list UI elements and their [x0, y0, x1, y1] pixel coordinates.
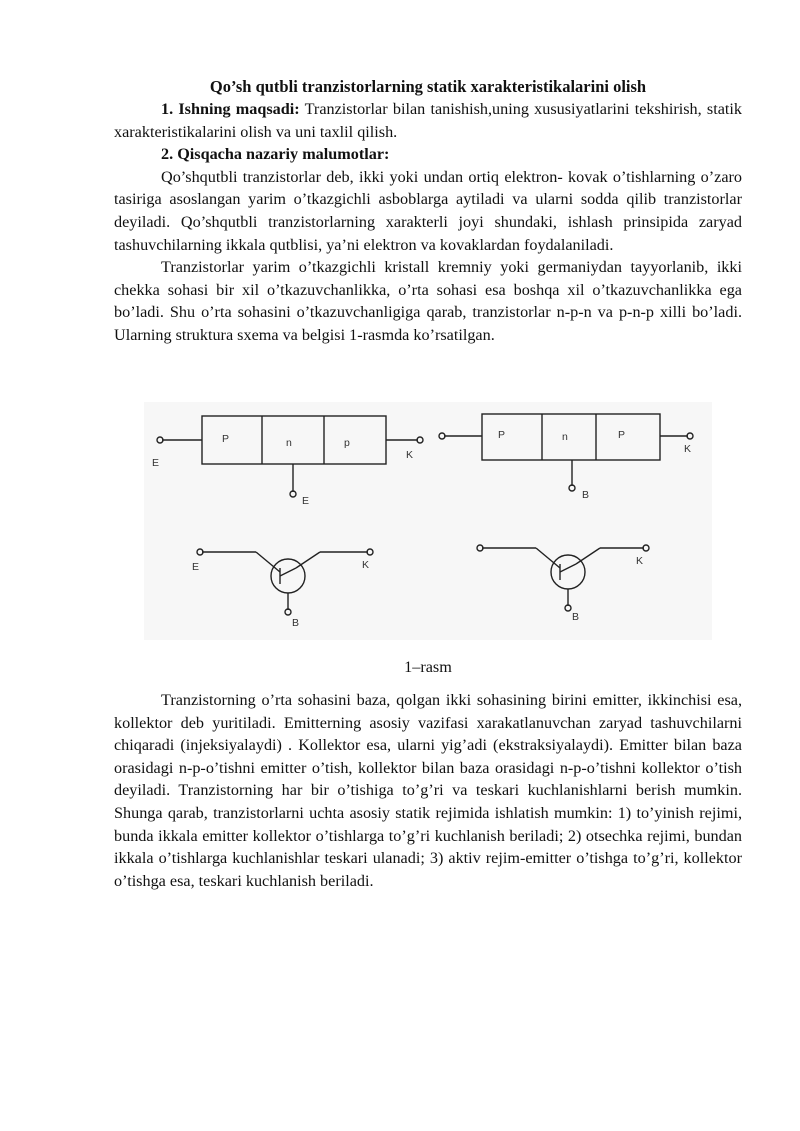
paragraph-3: Tranzistorning o’rta sohasini baza, qolgan ikki sohasining birini emitter, ikkinchisi esa, kollektor deb yuritiladi. Emitterning asosiy vazifasi xarakatlanuvchan zaryad tashuvchilarni chiqaradi (injeksiyalaydi) . Kollektor esa, ularni yig’adi (ekstraksiyalaydi). Emitter bilan baza orasidagi n-p-o’tishni emitter o’tish, kollektor bilan baza orasidagi n-p-o’tishni kollektor o’tish deyiladi. Tranzistorning har bir o’tishiga to’g’ri va teskari kuchlanishlarni berish mumkin. Shunga qarab, tranzistorlarni uchta asosiy statik rejimida ishlatish mumkin: 1) to’yinish rejimi, bunda ikkala emitter kollektor o’tishlarga to’g’ri kuchlanish beriladi; 2) otsechka rejimi, bundan ikkala o’tishlarga kuchlanishlar teskari ulanadi; 3) aktiv rejim-emitter o’tishga to’g’ri, kollektor o’tishga esa, teskari kuchlanish beriladi.	[114, 691, 742, 890]
left-region-2-label: n	[286, 437, 292, 449]
aim-section	[114, 98, 742, 347]
body-section	[114, 689, 742, 892]
right-structure-bottom-label: B	[582, 489, 590, 501]
transistor-diagram	[144, 402, 712, 640]
aim-heading: 1. Ishning maqsadi:	[161, 100, 300, 118]
paragraph-1: Qo’shqutbli tranzistorlar deb, ikki yoki undan ortiq elektron- kovak o’tishlarning o’zaro tasiriga asoslangan yarim o’tkazgichli asboblarga aytiladi va ularni sodda qilib tranzistorlar deyiladi. Qo’shqutbli tranzistorlarning xarakterli joyi shundaki, ishlash prinsipida zaryad tashuvchilarning ikkala qutblisi, ya’ni elektron va kovaklardan foydalaniladi.	[114, 167, 742, 254]
figure-background	[144, 402, 712, 640]
left-structure-right-label: K	[406, 449, 414, 461]
right-region-2-label: n	[562, 431, 568, 443]
right-symbol-right-label: K	[636, 555, 644, 567]
figure-caption: 1–rasm	[404, 658, 452, 676]
left-symbol-right-label: K	[362, 559, 370, 571]
theory-heading: 2. Qisqacha nazariy malumotlar:	[161, 145, 390, 164]
right-region-3-label: P	[618, 429, 626, 441]
left-symbol-left-label: E	[192, 561, 200, 573]
left-structure-bottom-label: E	[302, 495, 310, 507]
aim-text: Tranzistorlar bilan tanishish,uning xususiyatlarini tekshirish, statik xarakteristikalarini olish va uni taxlil qilish.	[114, 100, 742, 141]
transistor-figure	[144, 402, 712, 640]
right-region-1-label: P	[498, 429, 506, 441]
right-structure-right-label: K	[684, 443, 692, 455]
left-symbol-bottom-label: B	[292, 617, 300, 629]
page-title: Qo’sh qutbli tranzistorlarning statik xarakteristikalarini olish	[209, 77, 647, 96]
left-region-3-label: p	[344, 437, 350, 449]
left-structure-left-label: E	[152, 457, 160, 469]
paragraph-2: Tranzistorlar yarim o’tkazgichli kristall kremniy yoki germaniydan tayyorlanib, ikki chekka sohasi bir xil o’tkazuvchanlikka, o’rta sohasi esa boshqa xil o’tkazuvchanlikka ega bo’ladi. Shu o’rta sohasini o’tkazuvchanligiga qarab, tranzistorlar n-p-n va p-n-p xilli bo’ladi. Ularning struktura sxema va belgisi 1-rasmda ko’rsatilgan.	[114, 258, 742, 344]
right-symbol-bottom-label: B	[572, 611, 580, 623]
left-region-1-label: P	[222, 433, 230, 445]
